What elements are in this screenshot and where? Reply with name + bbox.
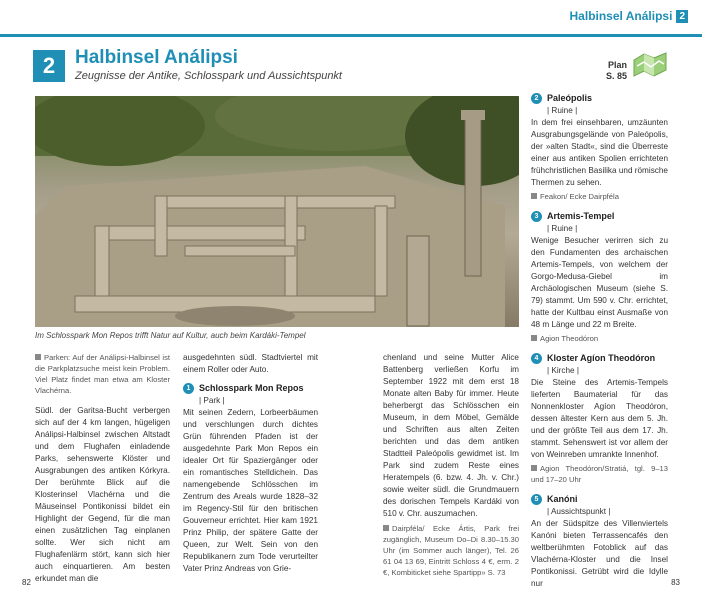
- running-chapter-number: 2: [676, 10, 688, 23]
- chapter-title: Halbinsel Análipsi: [75, 47, 238, 68]
- plan-reference: [606, 60, 627, 82]
- entry-paleopolis: [531, 92, 668, 202]
- entry-heading: [531, 210, 668, 223]
- plan-page: S. 85: [606, 71, 628, 81]
- entry-text: Die Steine des Artemis-Tempels lieferten Baumaterial für das Nonnenkloster Agíon Theodóron, dessen ältester Kern aus dem 5. Jh. und der größte Teil aus dem 17. Jh. stammt. Sehenswert ist vor allem der von Weinreben umrankte Innenhof.: [531, 378, 668, 459]
- entry-type: | Park |: [199, 396, 225, 405]
- right-page-number: 83: [671, 578, 680, 587]
- entry-type: | Ruine |: [547, 106, 578, 115]
- entry-heading: [531, 493, 668, 506]
- entry-info: [531, 333, 668, 344]
- info-square-icon: [531, 193, 537, 199]
- entry-text: In dem frei einsehbaren, umzäunten Ausgrabungsgelände von Paleópolis, der »alten Stadt«, sind die Überreste einer aus antiken Spolien errichteten frühchristlichen Basilika und römische Thermen zu sehen.: [531, 118, 668, 187]
- intro-continued: ausgedehnten südl. Stadtviertel mit einem Roller oder Auto.: [183, 353, 318, 374]
- header-rule: [0, 34, 702, 37]
- entry-info: [531, 191, 668, 202]
- entry-heading: [183, 382, 318, 395]
- entry-text-continued: chenland und seine Mutter Alice Battenberg verließen Korfu im September 1922 mit dem erst 18 Monate alten Baby für immer. Heute beherbergt das Schlösschen ein Museum, in dem Möbel, Gemälde und Schriften aus alten Zeiten berichten und das dem antiken Stadtteil Paleópolis gewidmet ist. Im Park sind zudem Reste eines Heratempels (6. bzw. 4. Jh. v. Chr.) sowie weiter südl. die Grundmauern des dorischen Tempels Kardáki von 510 v. Chr. auszumachen.: [383, 353, 519, 518]
- intro-text: Südl. der Garitsa-Bucht verbergen sich auf der 4 km langen, hügeligen Análipsi-Halbinsel zwischen Altstadt und dem Flughafen einladende Parks, sehenswerte Klöster und Ausgrabungen des antiken Kórkyra. Der berühmte Blick auf die Klosterinsel Vlachérna und die Mäuseinsel Pontikonissi bildet ein Highlight der Gegend, für die man einen zusätzlichen Tag einplanen sollte. Wer sich nicht am Flughafenlärm stört, kann sich hier auch einquartieren. Am besten erkundet man die: [35, 406, 170, 583]
- running-title: Halbinsel Análipsi: [569, 9, 673, 23]
- entry-title: Kanóni: [547, 494, 578, 504]
- running-header: [570, 9, 688, 23]
- entry-title: Schlosspark Mon Repos: [199, 383, 304, 393]
- entry-heading: [531, 352, 668, 365]
- entry-type: | Aussichtspunkt |: [547, 507, 611, 516]
- entry-text: Wenige Besucher verirren sich zu den Fundamenten des archaischen Artemis-Tempels, von welchem der Gorgo-Medusa-Giebel im Archäologischen Museum (siehe S. 79) stammt. Um 590 v. Chr. errichtet, hatte der Kultbau einst Ausmaße von 48 m Länge und 22 m Breite.: [531, 236, 668, 329]
- column-2: [183, 352, 318, 575]
- column-1: [35, 352, 170, 585]
- temple-ruins-photo: [35, 96, 519, 327]
- entry-number-badge: 1: [183, 383, 194, 394]
- entry-title: Kloster Agíon Theodóron: [547, 353, 656, 363]
- entry-text: An der Südspitze des Villenviertels Kanóni bieten Terrassencafés den weltberühmten Fotoblick auf das Vlachérna-Kloster und die Insel Pontikonissi. Getrübt wird die Idylle nur: [531, 519, 668, 588]
- entry-info-text: Dairpféla/ Ecke Ártis, Park frei zugänglich, Museum Do–Di 8.30–15.30 Uhr (im Sommer auch länger), Tel. 26 61 04 13 69, Eintritt Schloss 4 €, erm. 2 €, Kombiticket siehe Spartipp» S. 73: [383, 524, 519, 577]
- parking-info: [35, 352, 170, 396]
- entry-info: [531, 463, 668, 485]
- entry-title: Paleópolis: [547, 93, 593, 103]
- entry-kanoni: [531, 493, 668, 590]
- left-page-number: 82: [22, 578, 31, 587]
- entry-kloster: [531, 352, 668, 485]
- column-4: [531, 92, 668, 590]
- photo-illustration: [35, 96, 519, 327]
- info-square-icon: [35, 354, 41, 360]
- entry-number-badge: 5: [531, 494, 542, 505]
- entry-title: Artemis-Tempel: [547, 211, 615, 221]
- entry-number-badge: 4: [531, 353, 542, 364]
- entry-number-badge: 3: [531, 211, 542, 222]
- info-square-icon: [531, 465, 537, 471]
- column-3: [383, 352, 519, 578]
- info-square-icon: [531, 335, 537, 341]
- entry-info-text: Agion Theodóron/Stratiá, tgl. 9–13 und 17–20 Uhr: [531, 464, 668, 484]
- chapter-number: 2: [33, 50, 65, 82]
- entry-text: Mit seinen Zedern, Lorbeerbäumen und verschlungen durch dichtes Grün führenden Pfaden ist der ausgedehnte Park Mon Repos ein idealer Ort für Spaziergänger oder ein romantisches Stelldichein. Das namengebende Schlösschen im Zentrum des Areals wurde 1828–32 im Regency-Stil für den britischen Gouverneur errichtet. Hier kam 1921 Prinz Philip, der spätere Gatte der Queen, zur Welt. Sein von den Republikanern zum Tode verurteilter Vater Prinz Andreas von Grie-: [183, 408, 318, 573]
- entry-info: [383, 523, 519, 578]
- entry-artemis-tempel: [531, 210, 668, 344]
- entry-info-text: Feakon/ Ecke Dairpféla: [540, 192, 619, 201]
- entry-number-badge: 2: [531, 93, 542, 104]
- map-icon: [632, 52, 668, 83]
- chapter-subtitle: Zeugnisse der Antike, Schlosspark und Aussichtspunkt: [75, 70, 342, 82]
- photo-caption: Im Schlosspark Mon Repos trifft Natur auf Kultur, auch beim Kardáki-Tempel: [35, 331, 306, 340]
- entry-info-text: Agion Theodóron: [540, 334, 599, 343]
- plan-label: Plan: [608, 60, 628, 70]
- parking-info-text: Parken: Auf der Análipsi-Halbinsel ist die Parkplatzsuche meist kein Problem. Viel Platz findet man etwa am Kloster Vlachérna.: [35, 353, 170, 395]
- entry-heading: [531, 92, 668, 105]
- entry-type: | Kirche |: [547, 366, 580, 375]
- entry-type: | Ruine |: [547, 224, 578, 233]
- info-square-icon: [383, 525, 389, 531]
